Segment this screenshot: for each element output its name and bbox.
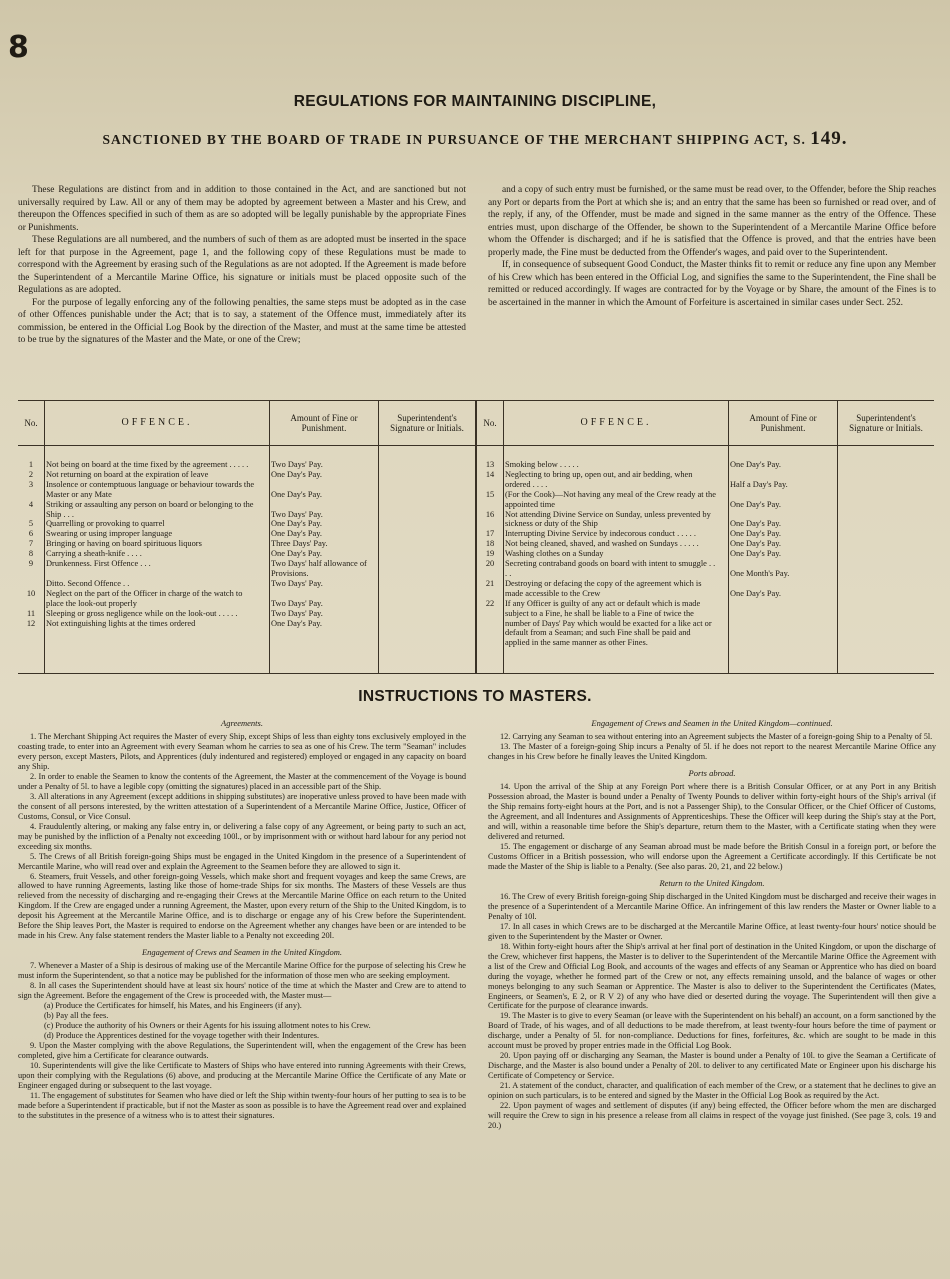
offence-number: 19 [485, 549, 495, 559]
offence-number: 13 [485, 460, 495, 469]
offence-text: Smoking below . . . . . [505, 460, 579, 469]
offence-row [477, 510, 934, 530]
superintendent-initials [379, 529, 475, 539]
instruction-paragraph: 9. Upon the Master complying with the above Regulations, the Superintendent will, when the engagement of the Crew has been completed, give him a Certificate for clearance outwards. [18, 1041, 466, 1060]
instruction-paragraph: 22. Upon payment of wages and settlement of disputes (if any) being effected, the Officer before whom the men are discharged will require the Crew to sign in his presence a release from all claims in respect of the voyage just finished. (See page 3, cols. 19 and 20.) [488, 1101, 936, 1130]
subtitle-section: 149. [810, 128, 848, 149]
offence-row [18, 470, 475, 480]
offence-text: Striking or assaulting any person on board or belonging to the Ship . . . [46, 499, 254, 519]
table-body-left [18, 446, 475, 673]
instruction-paragraph: 6. Steamers, fruit Vessels, and other foreign-going Vessels, which make short and frequent voyages and keep the same Crews, are allowed to have running Agreements, lasting like those of home-trade Ships for six months. The Masters of these Vessels are thus relieved from the necessity of discharging and re-engaging their Crews at the Mercantile Marine Office on each return to the United Kingdom. If the Crew are engaged under a running Agreement, the Master, upon every return of the Ship to the United Kingdom, is to deposit his Agreement at the Mercantile Marine Office, and is to discharge or engage any of his Crew before the Superintendent. Before the Ship leaves Port, the Master is required to endorse on the Agreement whether any changes have been or are intended to be made in his Crew. Any false statement renders the Master liable to a Penalty not exceeding 20l. [18, 871, 466, 941]
offence-number: 7 [28, 539, 34, 549]
offence-number [18, 579, 44, 589]
offence-row [477, 529, 934, 539]
instruction-paragraph: 3. All alterations in any Agreement (except additions in shipping substitutes) are inoperative unless proved to have been made with the consent of all persons interested, by the written attestation of a Superintendent of a Mercantile Marine Office, Justice, Officer of Customs, Consul, or Vice Consul. [18, 791, 466, 821]
offence-row [477, 539, 934, 549]
header-amount: Amount of Fine or Punishment. [729, 401, 838, 445]
instruction-paragraph: 4. Fraudulently altering, or making any false entry in, or delivering a false copy of any Agreement, or being party to such an act, may be punished by the infliction of a Penalty not exceeding 100l., or by imprisonment with or without hard labour for any period not exceeding six months. [18, 821, 466, 851]
subtitle-text: SANCTIONED BY THE BOARD OF TRADE IN PURSUANCE OF THE MERCHANT SHIPPING ACT, S. [102, 132, 806, 147]
instruction-paragraph: 10. Superintendents will give the like Certificate to Masters of Ships who have entered into running Agreements with their Crews, upon their complying with the Regulations (6) above, and producing at the Mercantile Marine Office the Certificate of any Mate or Engineer engaged during or subsequent to the last voyage. [18, 1060, 466, 1090]
offence-row [18, 480, 475, 500]
superintendent-initials [838, 549, 934, 559]
superintendent-initials [838, 510, 934, 530]
offence-row [477, 579, 934, 599]
offence-penalty: Two Days' Pay. [271, 598, 323, 608]
offence-number: 6 [28, 529, 34, 539]
offence-number: 15 [485, 489, 495, 499]
offence-penalty: Two Days' half allowance of Provisions. [271, 559, 367, 578]
instruction-paragraph: 21. A statement of the conduct, character, and qualification of each member of the Crew, or a statement that he declines to give an opinion on such particulars, is to be entered and signed by the Master in the Official Log Book as required by the Act. [488, 1081, 936, 1101]
header-offence: OFFENCE. [504, 401, 729, 445]
regulations-title: REGULATIONS FOR MAINTAINING DISCIPLINE, [293, 93, 657, 110]
superintendent-initials [838, 599, 934, 649]
regulations-subtitle [0, 128, 950, 150]
offence-number: 1 [28, 460, 34, 469]
offence-row [18, 519, 475, 529]
header-superintendent: Superintendent's Signature or Initials. [390, 412, 464, 433]
offence-text: Not being on board at the time fixed by the agreement . . . . . [46, 460, 249, 469]
offence-number: 14 [485, 469, 495, 479]
superintendent-initials [838, 490, 934, 510]
header-no: No. [18, 401, 45, 445]
offence-row [18, 559, 475, 579]
instructions-left-column [18, 712, 466, 1131]
offence-penalty: One Day's Pay. [271, 529, 322, 539]
instruction-paragraph: 2. In order to enable the Seamen to know the contents of the Agreement, the Master at the commencement of the Voyage is bound under a Penalty of 5l. to have a legible copy (omitting the signatures) placed in an accessible part of the Ship. [18, 772, 466, 791]
offence-row [477, 490, 934, 510]
offence-text: Not extinguishing lights at the times ordered [46, 618, 196, 628]
table-header [477, 401, 934, 446]
offence-number: 2 [28, 469, 34, 479]
offence-row [18, 589, 475, 609]
superintendent-initials [379, 619, 475, 629]
offence-number: 9 [28, 559, 34, 569]
superintendent-initials [379, 589, 475, 609]
offence-penalty: Three Days' Pay. [271, 539, 328, 549]
instruction-paragraph: 5. The Crews of all British foreign-going Ships must be engaged in the United Kingdom in the presence of a Superintendent of Mercantile Marine, who will read over and explain the Agreement to the Seamen before they are allowed to sign it. [18, 851, 466, 871]
offence-text: Not returning on board at the expiration of leave [46, 469, 209, 479]
offence-row [477, 549, 934, 559]
superintendent-initials [379, 470, 475, 480]
instruction-paragraph: 8. In all cases the Superintendent should have at least six hours' notice of the time at which the Master and Crew are to attend to sign the Agreement. Before the engagement of the Crew is proceeded with, the Master must— [18, 981, 466, 1001]
offence-penalty: One Day's Pay. [271, 489, 322, 499]
offence-number: 8 [28, 549, 34, 559]
offence-penalty: One Day's Pay. [271, 469, 322, 479]
offences-table-left [18, 401, 475, 673]
header-amount: Amount of Fine or Punishment. [270, 401, 379, 445]
header-superintendent: Superintendent's Signature or Initials. [849, 412, 923, 433]
superintendent-initials [838, 460, 934, 470]
instruction-paragraph: (c) Produce the authority of his Owners or their Agents for his issuing allotment notes to his Crew. [44, 1021, 371, 1031]
header-offence: OFFENCE. [45, 401, 270, 445]
offence-number: 20 [485, 559, 495, 569]
section-heading: Engagement of Crews and Seamen in the United Kingdom. [141, 947, 343, 958]
intro-left-column [18, 184, 466, 347]
superintendent-initials [838, 539, 934, 549]
superintendent-initials [838, 559, 934, 579]
offences-table [18, 400, 934, 674]
intro-paragraph: These Regulations are all numbered, and the numbers of such of them as are adopted must be inserted in the space left for that purpose in the Agreement, page 1, and the following copy of these Regulations must be made to correspond with the Agreement by erasing such of the Regulations as are not adopted. If the Agreement is made before the Superintendent of a Mercantile Marine Office, his signature or initials must be placed opposite such of the Regulations as are adopted. [18, 235, 466, 295]
offence-row [18, 539, 475, 549]
section-heading: Agreements. [221, 718, 263, 728]
instruction-paragraph: 11. The engagement of substitutes for Seamen who have died or left the Ship within twenty-four hours of her putting to sea is to be made before a Superintendent if practicable, but if not the Master as soon as possible is to have the Agreement read over and explained to the substitutes in the presence of a witness who is to attest their signatures. [18, 1090, 466, 1120]
section-heading: Engagement of Crews and Seamen in the United Kingdom—continued. [591, 718, 833, 728]
superintendent-initials [838, 529, 934, 539]
offence-row [18, 619, 475, 629]
superintendent-initials [379, 549, 475, 559]
offence-penalty: Half a Day's Pay. [730, 479, 788, 489]
superintendent-initials [838, 579, 934, 599]
table-body-right [477, 446, 934, 673]
offence-text: Carrying a sheath-knife . . . . [46, 549, 142, 559]
offence-text: Quarrelling or provoking to quarrel [46, 519, 165, 529]
instruction-paragraph: 14. Upon the arrival of the Ship at any Foreign Port where there is a British Consular Officer, or at any Port in any British Possession abroad, the Master is bound under a Penalty of Twenty Pounds to deliver within forty-eight hours of the Ship's arrival (if the Ship remains forty-eight hours at the Port, and is not a Passenger Ship), to the Consular Officer, or the Chief Officer of Customs, the Agreement, and all Indentures and Assignments of Apprenticeships. These the Officer will keep during the Ship's stay at the Port, and will, within a reasonable time before the Ship's departure, return them to the Master, with a Certificate stating when they were delivered and returned. [488, 782, 936, 841]
offence-text: Not attending Divine Service on Sunday, unless prevented by sickness or duty of the Ship [505, 509, 711, 529]
offence-text: Swearing or using improper language [46, 529, 173, 539]
offence-number: 11 [26, 608, 36, 618]
offence-row [18, 500, 475, 520]
offence-number: 22 [485, 598, 495, 608]
intro-paragraph: and a copy of such entry must be furnished, or the same must be read over, to the Offender, before the Ship reaches any Port or departs from the Port at which she is; and an entry that the same has been so furnished or read over, and of the reply, if any, of the Offender, must be made and signed in the same manner as the entry of the Offence. These entries must, upon discharge of the Offender, be shown to the Superintendent of a Mercantile Marine Office before whom the Offender is discharged; and if he is satisfied that the Offence is proved, and that the entries have been properly made, the Fine must be deducted from the Offender's wages, and paid over to the Superintendent. [488, 185, 936, 258]
offence-row [477, 599, 934, 649]
instruction-paragraph: 13. The Master of a foreign-going Ship incurs a Penalty of 5l. if he does not report to the nearest Mercantile Marine Office any changes in his Crew before he finally leaves the United Kingdom. [488, 742, 936, 762]
offence-row [477, 470, 934, 490]
offence-penalty: Two Days' Pay. [271, 608, 323, 618]
offence-number: 4 [28, 499, 34, 509]
offence-number: 10 [26, 588, 36, 598]
offence-penalty: Two Days' Pay. [271, 578, 323, 588]
offence-penalty: One Day's Pay. [730, 460, 781, 469]
offence-number: 12 [26, 618, 36, 628]
offence-text: Washing clothes on a Sunday [505, 549, 604, 559]
table-header [18, 401, 475, 446]
superintendent-initials [379, 480, 475, 500]
superintendent-initials [379, 539, 475, 549]
instructions-body [18, 712, 936, 1131]
section-heading: Return to the United Kingdom. [659, 877, 765, 888]
offence-penalty: One Day's Pay. [730, 549, 781, 559]
offence-number: 16 [485, 509, 495, 519]
instructions-right-column [488, 712, 936, 1131]
offence-row [477, 559, 934, 579]
offence-text: Destroying or defacing the copy of the agreement which is made accessible to the Crew [505, 578, 702, 598]
instruction-paragraph: 19. The Master is to give to every Seaman (or leave with the Superintendent on his behalf) an account, on a form sanctioned by the Board of Trade, of his wages, and of all deductions to be made therefrom, at least twenty-four hours before the time of payment or discharge, under a Penalty of 5l. for non-compliance. Deductions for fines, forfeitures, &c. which are sought to be made in this account must be proved by proper entries made in the Official Log Book. [488, 1011, 936, 1051]
offence-number: 21 [485, 578, 495, 588]
offence-text: Not being cleaned, shaved, and washed on Sundays . . . . . [505, 539, 699, 549]
offence-penalty: Two Days' Pay. [271, 509, 323, 519]
page-number: 8 [8, 30, 29, 65]
instruction-paragraph: 17. In all cases in which Crews are to be discharged at the Mercantile Marine Office, at least twenty-four hours' notice should be given to the Superintendent by the Master or Owner. [488, 921, 936, 941]
instruction-paragraph: 1. The Merchant Shipping Act requires the Master of every Ship, except Ships of less than eighty tons exclusively employed in the coasting trade, to enter into an Agreement with every Seaman whom he carries to sea as one of his Crew. The term "Seaman" includes every person, except Masters, Pilots, and Apprentices (duly indentured and registered) employed or engaged in any capacity on board any Ship. [18, 732, 466, 772]
offence-number: 5 [28, 519, 34, 529]
offence-penalty: One Day's Pay. [271, 519, 322, 529]
intro-paragraph: For the purpose of legally enforcing any of the following penalties, the same steps must be adopted as in the case of other Offences punishable under the Act; that is to say, a statement of the Offence must, immediately after its commission, be entered in the Official Log Book by the direction of the Master, and must at the same time be attested to be true by the signatures of the Master and the Mate, or one of the Crew; [18, 297, 466, 345]
offence-text: Sleeping or gross negligence while on the look-out . . . . . [46, 608, 238, 618]
instruction-paragraph: 15. The engagement or discharge of any Seaman abroad must be made before the British Consul in a foreign port, or before the Customs Officer in a British possession, who will endorse upon the Agreement a Certificate accordingly. If this Certificate be not made the Master of the Ship is liable to a Penalty. (See also paras. 20, 21, and 22 below.) [488, 841, 936, 871]
offence-row [477, 460, 934, 470]
instruction-paragraph: (a) Produce the Certificates for himself, his Mates, and his Engineers (if any). [44, 1001, 302, 1011]
instructions-title: INSTRUCTIONS TO MASTERS. [358, 688, 592, 705]
offence-text: Insolence or contemptuous language or behaviour towards the Master or any Mate [46, 479, 255, 499]
superintendent-initials [379, 559, 475, 579]
offence-penalty: One Day's Pay. [271, 618, 322, 628]
offence-row [18, 460, 475, 470]
offence-row [18, 609, 475, 619]
offence-penalty: One Month's Pay. [730, 568, 790, 578]
instruction-paragraph: 18. Within forty-eight hours after the Ship's arrival at her final port of destination in the United Kingdom, or upon the discharge of the Crew, whichever first happens, the Master is to deliver to the Superintendent of the Mercantile Marine Office the Agreement with a list of the Crew and Official Log Book, and accounts of the wages and effects of any Seaman or Apprentice who has died on board during the voyage, whether he formed part of the Crew or not, any effects remaining unsold, and the balance of wages or other moneys belonging to any such Seaman or Apprentice. The Master is also to deliver to the Superintendent the Certificates (Mates, Engineers, or Seamen's, E 2, or R V 2) of any who have died or deserted during the voyage. The Superintendent will then give a Certificate for the purpose of clearance inwards. [488, 941, 936, 1011]
offence-text: (For the Cook)—Not having any meal of the Crew ready at the appointed time [505, 489, 716, 509]
offence-row [18, 529, 475, 539]
offence-text: Interrupting Divine Service by indecorous conduct . . . . . [505, 529, 696, 539]
instruction-paragraph: 7. Whenever a Master of a Ship is desirous of making use of the Mercantile Marine Office for the purpose of selecting his Crew he must inform the Superintendent, so that a notice may be published for the information of those men who are seeking employment. [18, 961, 466, 981]
offence-text: Drunkenness. First Offence . . . [46, 559, 151, 569]
offence-row [18, 579, 475, 589]
offence-text: Neglect on the part of the Officer in charge of the watch to place the look-out properly [46, 588, 243, 608]
superintendent-initials [838, 470, 934, 490]
superintendent-initials [379, 500, 475, 520]
intro-paragraph: These Regulations are distinct from and in addition to those contained in the Act, and are sanctioned but not universally required by Law. All or any of them may be adopted by agreement between a Master and his Crew, and thereupon the Offences specified in such of them as are so adopted will be legally punishable by the appropriate Fines or Punishments. [18, 185, 466, 233]
intro-right-column [488, 184, 936, 347]
offence-penalty: One Day's Pay. [730, 529, 781, 539]
superintendent-initials [379, 579, 475, 589]
offences-table-right [475, 401, 934, 673]
superintendent-initials [379, 609, 475, 619]
superintendent-initials [379, 519, 475, 529]
offence-number: 18 [485, 539, 495, 549]
regulations-intro [18, 184, 936, 347]
instruction-paragraph: (b) Pay all the fees. [44, 1011, 109, 1021]
instruction-paragraph: (d) Produce the Apprentices destined for the voyage together with their Indentures. [44, 1031, 320, 1041]
header-no: No. [477, 401, 504, 445]
offence-penalty: One Day's Pay. [730, 588, 781, 598]
offence-text: Bringing or having on board spirituous liquors [46, 539, 202, 549]
instruction-paragraph: 16. The Crew of every British foreign-going Ship discharged in the United Kingdom must be discharged and receive their wages in the presence of a Superintendent of a Mercantile Marine Office. An infringement of this law renders the Master or Owner liable to a Penalty of 10l. [488, 892, 936, 921]
instruction-paragraph: 20. Upon paying off or discharging any Seaman, the Master is bound under a Penalty of 10l. to give the Seaman a Certificate of Discharge, and the Master is also bound under a Penalty of 20l. to deliver to any certificated Mate or Engineer upon his discharge his Certificate of Competency or Service. [488, 1051, 936, 1081]
superintendent-initials [379, 460, 475, 470]
offence-row [18, 549, 475, 559]
offence-text: If any Officer is guilty of any act or default which is made subject to a Fine, he shall be liable to a Fine of twice the number of Days' Pay which would be exacted for a like act or default from a Seaman; and such Fine shall be paid and applied in the same manner as other Fines. [505, 598, 712, 648]
offence-penalty: One Day's Pay. [271, 549, 322, 559]
offence-penalty: Two Days' Pay. [271, 460, 323, 469]
section-heading: Ports abroad. [688, 768, 736, 779]
offence-number: 17 [485, 529, 495, 539]
instruction-paragraph: 12. Carrying any Seaman to sea without entering into an Agreement subjects the Master of a foreign-going Ship to a Penalty of 5l. [500, 732, 933, 742]
offence-penalty: One Day's Pay. [730, 519, 781, 529]
offence-number: 3 [28, 479, 34, 489]
intro-paragraph: If, in consequence of subsequent Good Conduct, the Master thinks fit to remit or reduce any fine upon any Member of his Crew which has been entered in the Official Log, and signifies the same to the Superintendent, the Fine shall be remitted or reduced accordingly. If wages are contracted for by the Voyage or by Share, the amount of the Fines is to be ascertained in the manner in which the Amount of Forfeiture is ascertained in similar cases under Sect. 252. [488, 260, 936, 308]
offence-penalty: One Day's Pay. [730, 499, 781, 509]
offence-text: Ditto. Second Offence . . [46, 578, 130, 588]
offence-text: Neglecting to bring up, open out, and air bedding, when ordered . . . . [505, 469, 693, 489]
offence-text: Secreting contraband goods on board with intent to smuggle . . . . [505, 559, 716, 578]
offence-penalty: One Day's Pay. [730, 539, 781, 549]
